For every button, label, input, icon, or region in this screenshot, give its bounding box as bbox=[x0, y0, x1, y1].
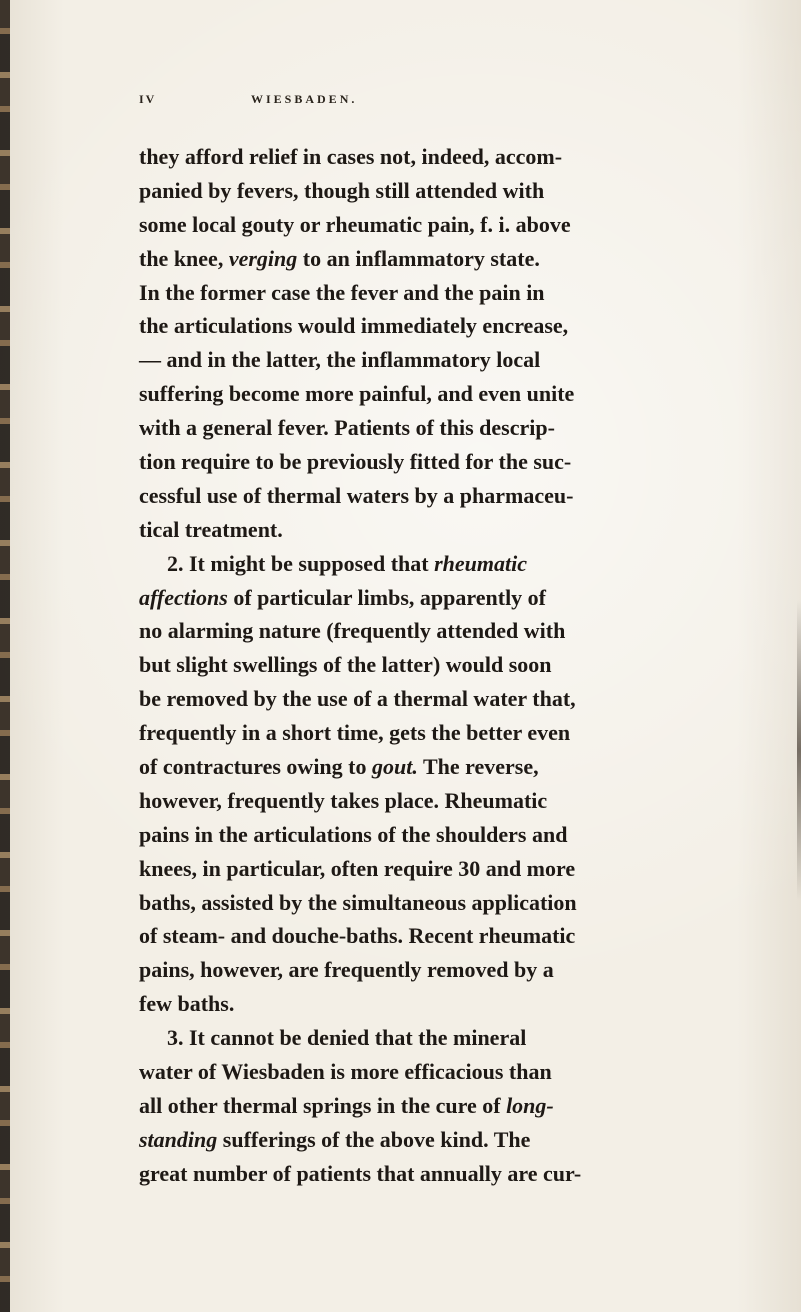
text-line bbox=[139, 479, 699, 513]
text-segment: 2. It might be supposed that bbox=[167, 550, 435, 576]
text-segment: be removed by the use of a thermal water that, bbox=[139, 686, 576, 712]
text-segment: The reverse, bbox=[417, 754, 539, 780]
text-line bbox=[139, 513, 699, 547]
text-line bbox=[139, 581, 699, 615]
text-line bbox=[139, 140, 699, 174]
italic-text-segment: gout. bbox=[372, 754, 418, 780]
page-number: IV bbox=[139, 92, 157, 106]
page-header bbox=[139, 92, 699, 116]
text-segment: the articulations would immediately encrease, bbox=[139, 313, 569, 339]
text-segment: great number of patients that annually are cur- bbox=[139, 1160, 582, 1186]
text-line bbox=[139, 716, 699, 750]
italic-text-segment: rheumatic bbox=[434, 550, 528, 576]
page-edge-shadow bbox=[797, 600, 801, 900]
body-text bbox=[139, 140, 699, 1191]
text-segment: all other thermal springs in the cure of bbox=[139, 1092, 507, 1118]
text-line bbox=[139, 547, 699, 581]
text-segment: tion require to be previously fitted for the suc- bbox=[139, 449, 572, 475]
italic-text-segment: verging bbox=[228, 245, 298, 271]
text-segment: cessful use of thermal waters by a pharmaceu- bbox=[139, 482, 574, 508]
text-segment: with a general fever. Patients of this descrip- bbox=[139, 415, 555, 441]
text-segment: panied by fevers, though still attended with bbox=[139, 177, 545, 203]
text-line bbox=[139, 818, 699, 852]
text-line bbox=[139, 377, 699, 411]
text-line bbox=[139, 1123, 699, 1157]
italic-text-segment: standing bbox=[139, 1126, 218, 1152]
text-segment: few baths. bbox=[139, 991, 235, 1017]
italic-text-segment: long- bbox=[506, 1092, 554, 1118]
text-line bbox=[139, 1089, 699, 1123]
text-segment: knees, in particular, often require 30 and more bbox=[139, 855, 576, 881]
book-binding-edge bbox=[0, 0, 10, 1312]
text-segment: but slight swellings of the latter) would soon bbox=[139, 652, 552, 678]
running-head: WIESBADEN. bbox=[251, 92, 358, 106]
text-segment: — and in the latter, the inflammatory local bbox=[139, 347, 541, 373]
text-segment: water of Wiesbaden is more efficacious than bbox=[139, 1059, 552, 1085]
text-line bbox=[139, 208, 699, 242]
text-line bbox=[139, 1021, 699, 1055]
italic-text-segment: affections bbox=[139, 584, 228, 610]
text-line bbox=[139, 174, 699, 208]
text-line bbox=[139, 648, 699, 682]
text-line bbox=[139, 682, 699, 716]
text-line bbox=[139, 411, 699, 445]
text-segment: to an inflammatory state. bbox=[297, 245, 540, 271]
text-line bbox=[139, 343, 699, 377]
text-line bbox=[139, 784, 699, 818]
text-line bbox=[139, 886, 699, 920]
text-segment: 3. It cannot be denied that the mineral bbox=[167, 1025, 527, 1051]
text-line bbox=[139, 852, 699, 886]
text-segment: sufferings of the above kind. The bbox=[217, 1126, 531, 1152]
text-segment: some local gouty or rheumatic pain, f. i. above bbox=[139, 211, 571, 237]
text-segment: In the former case the fever and the pain in bbox=[139, 279, 545, 305]
text-segment: pains in the articulations of the shoulders and bbox=[139, 821, 568, 847]
text-segment: of particular limbs, apparently of bbox=[227, 584, 547, 610]
text-line bbox=[139, 919, 699, 953]
text-segment: suffering become more painful, and even unite bbox=[139, 381, 575, 407]
text-line bbox=[139, 987, 699, 1021]
text-line bbox=[139, 614, 699, 648]
text-segment: pains, however, are frequently removed by a bbox=[139, 957, 554, 983]
text-line bbox=[139, 750, 699, 784]
text-line bbox=[139, 309, 699, 343]
text-line bbox=[139, 276, 699, 310]
text-segment: of steam- and douche-baths. Recent rheumatic bbox=[139, 923, 576, 949]
text-line bbox=[139, 242, 699, 276]
text-segment: no alarming nature (frequently attended with bbox=[139, 618, 566, 644]
text-segment: the knee, bbox=[139, 245, 229, 271]
text-segment: of contractures owing to bbox=[139, 754, 372, 780]
text-segment: they afford relief in cases not, indeed, accom- bbox=[139, 144, 563, 169]
text-segment: however, frequently takes place. Rheumatic bbox=[139, 787, 548, 813]
text-segment: tical treatment. bbox=[139, 516, 283, 542]
text-line bbox=[139, 1157, 699, 1191]
text-line bbox=[139, 445, 699, 479]
text-line bbox=[139, 1055, 699, 1089]
text-segment: baths, assisted by the simultaneous application bbox=[139, 889, 577, 915]
text-segment: frequently in a short time, gets the better even bbox=[139, 720, 571, 746]
text-line bbox=[139, 953, 699, 987]
